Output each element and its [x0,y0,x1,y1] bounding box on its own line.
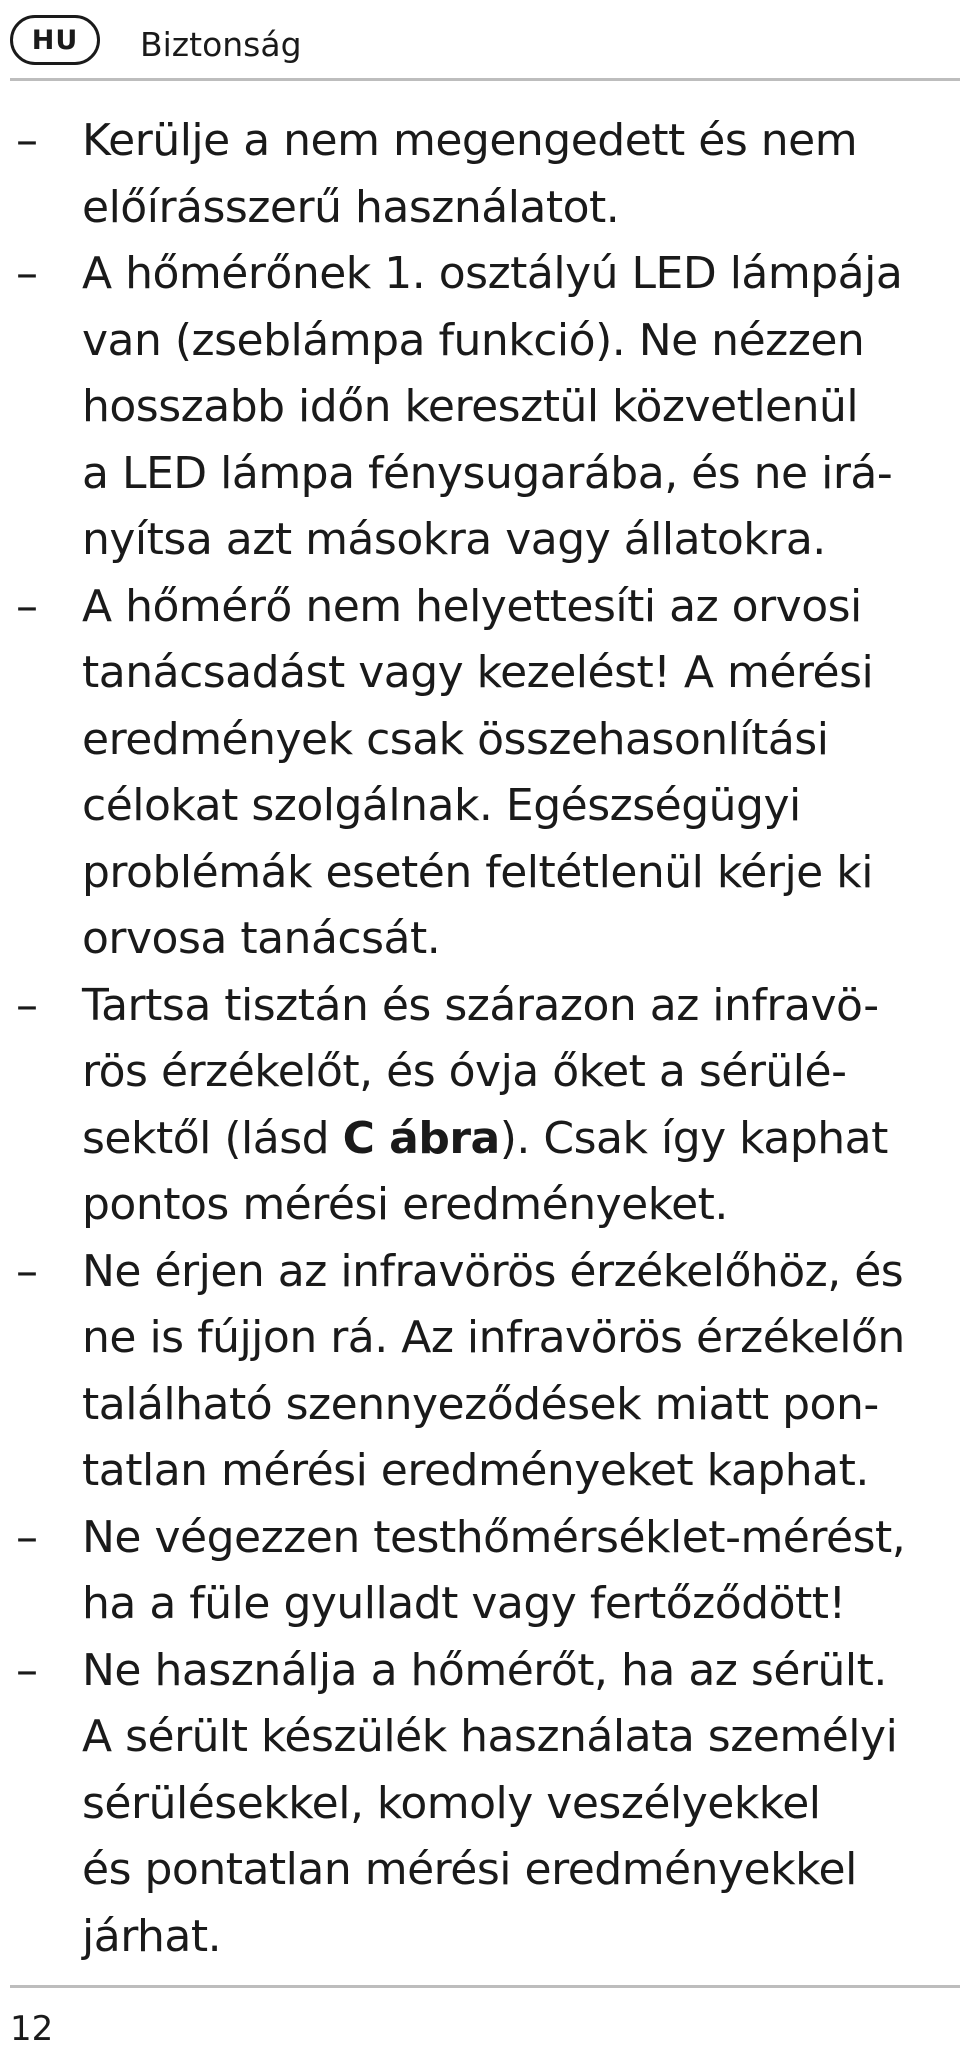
list-item-line: tanácsadást vagy kezelést! A mérési [82,647,874,698]
list-item-line: hosszabb időn keresztül közvetlenül [82,381,859,432]
list-item [0,108,960,241]
page-number: 12 [10,2009,54,2049]
section-title: Biztonság [140,25,302,64]
list-item-line: a LED lámpa fénysugarába, és ne irá- [82,447,893,499]
figure-reference: C ábra [342,1112,500,1164]
list-item [0,241,960,574]
list-dash: – [16,1245,38,1297]
list-dash: – [16,115,38,166]
list-dash: – [16,1511,38,1563]
list-item-line: Ne végezzen testhőmérséklet-mérést, [82,1511,906,1563]
list-item-line: pontos mérési eredményeket. [82,1179,728,1230]
list-item-line: Kerülje a nem megengedett és nem [82,115,858,166]
list-item [0,973,960,1239]
list-item-line: ne is fújjon rá. Az infravörös érzékelőn [82,1312,905,1363]
list-item [0,574,960,973]
list-item-line: tatlan mérési eredményeket kaphat. [82,1445,869,1496]
list-item-line: és pontatlan mérési eredményekkel [82,1844,857,1895]
list-item [0,1239,960,1505]
language-badge: HU [10,15,100,65]
list-dash: – [16,248,38,299]
list-item-line: ha a füle gyulladt vagy fertőződött! [82,1578,846,1629]
line-text: ). Csak így kaphat [499,1112,888,1164]
list-item-line: problémák esetén feltétlenül kérje ki [82,846,873,898]
list-item-line: A sérült készülék használata személyi [82,1711,898,1762]
list-item-line: található szennyeződések miatt pon- [82,1378,879,1430]
list-item-line: eredmények csak összehasonlítási [82,713,829,765]
list-item-line: orvosa tanácsát. [82,913,441,964]
list-item-line: célokat szolgálnak. Egészségügyi [82,780,801,831]
safety-list [0,108,960,1970]
list-item-line: rös érzékelőt, és óvja őket a sérülé- [82,1046,847,1097]
list-item [0,1505,960,1638]
list-dash: – [16,1644,38,1696]
list-item-line: Ne használja a hőmérőt, ha az sérült. [82,1644,887,1696]
list-item-line: sérülésekkel, komoly veszélyekkel [82,1777,821,1829]
list-item-line: Tartsa tisztán és szárazon az infravö- [82,979,879,1031]
list-item-line: Ne érjen az infravörös érzékelőhöz, és [82,1245,904,1297]
list-item-line: A hőmérő nem helyettesíti az orvosi [82,580,862,632]
list-item-line: járhat. [82,1910,222,1962]
list-item-line: nyítsa azt másokra vagy állatokra. [82,514,826,565]
list-item [0,1638,960,1971]
list-item-line: előírásszerű használatot. [82,181,620,233]
line-text: sektől (lásd [82,1112,343,1164]
list-item-line: van (zseblámpa funkció). Ne nézzen [82,314,865,366]
list-item-line: A hőmérőnek 1. osztályú LED lámpája [82,248,903,299]
header-divider [10,78,960,81]
safety-list-container [0,108,960,1970]
list-item-line [82,1106,960,1173]
list-dash: – [16,979,38,1031]
list-dash: – [16,580,38,632]
footer-divider [10,1985,960,1988]
